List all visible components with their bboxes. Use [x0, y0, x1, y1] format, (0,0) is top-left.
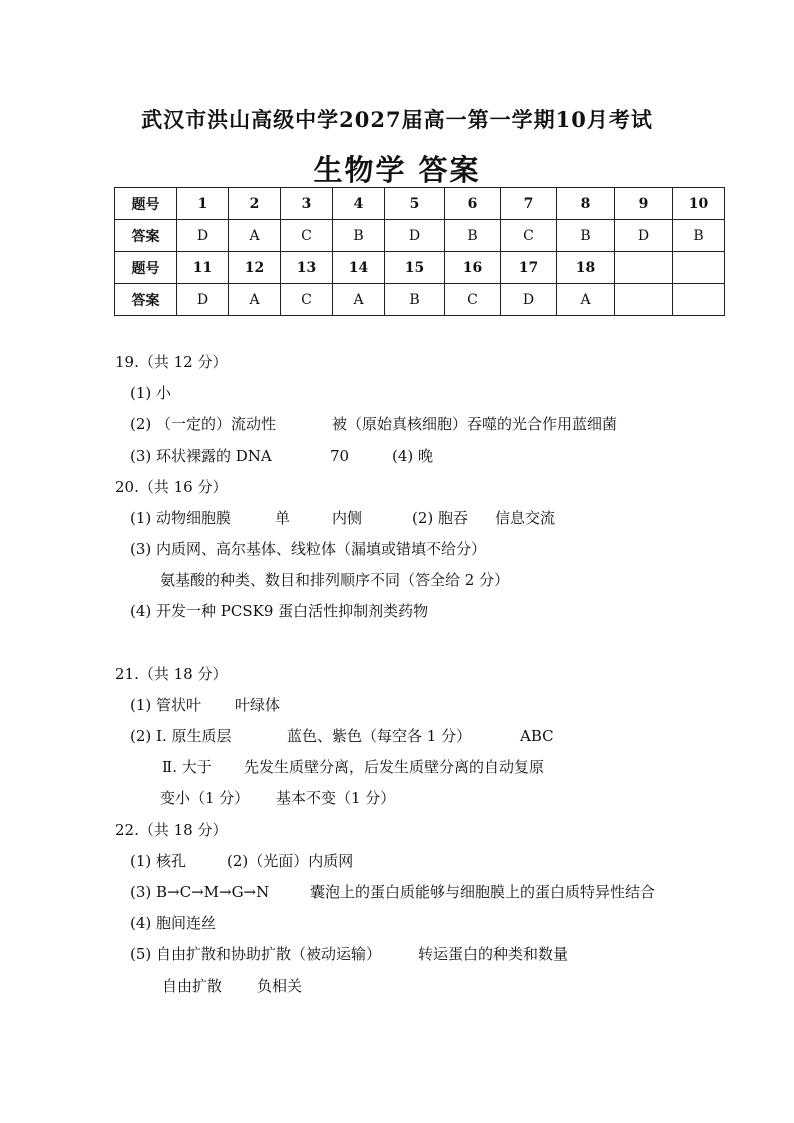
q21-answer-2e: 先发生质壁分离，后发生质壁分离的自动复原	[244, 758, 545, 776]
table-cell: 17	[501, 252, 557, 284]
exam-subtitle: 生物学 答案	[313, 153, 481, 187]
q21-answer-1a: (1) 管状叶	[130, 696, 202, 714]
table-cell: 3	[281, 188, 333, 220]
q20-heading: 20.（共 16 分）	[115, 478, 228, 496]
q22-answer-3b: 囊泡上的蛋白质能够与细胞膜上的蛋白质特异性结合	[310, 883, 656, 901]
table-cell: 答案	[115, 284, 177, 316]
table-cell	[673, 284, 725, 316]
q22-answer-5c: 自由扩散	[162, 977, 223, 995]
q22-answer-5d: 负相关	[257, 977, 303, 995]
q19-answer-2a: (2) （一定的）流动性	[130, 415, 277, 433]
table-cell: 5	[385, 188, 445, 220]
q20-answer-2a: (2) 胞吞	[412, 509, 469, 527]
table-cell: B	[557, 220, 615, 252]
table-cell	[615, 252, 673, 284]
q19-answer-3a: (3) 环状裸露的 DNA	[130, 447, 272, 465]
table-cell: D	[385, 220, 445, 252]
q21-answer-2c: ABC	[520, 727, 554, 745]
q22-answer-5a: (5) 自由扩散和协助扩散（被动运输）	[130, 945, 382, 963]
table-row	[115, 220, 725, 252]
table-row	[115, 188, 725, 220]
table-cell: 12	[229, 252, 281, 284]
table-row	[115, 252, 725, 284]
table-row	[115, 284, 725, 316]
table-cell: 16	[445, 252, 501, 284]
table-cell: 13	[281, 252, 333, 284]
q20-answer-1c: 内侧	[332, 509, 363, 527]
q21-answer-2a: (2) Ⅰ. 原生质层	[130, 727, 232, 745]
table-cell: C	[445, 284, 501, 316]
table-cell: 10	[673, 188, 725, 220]
table-cell: B	[385, 284, 445, 316]
q21-answer-2f: 变小（1 分）	[160, 789, 250, 807]
q21-answer-2b: 蓝色、紫色（每空各 1 分）	[287, 727, 472, 745]
table-cell: A	[229, 284, 281, 316]
q21-answer-1b: 叶绿体	[235, 696, 281, 714]
q19-heading: 19.（共 12 分）	[115, 353, 228, 371]
q21-answer-2g: 基本不变（1 分）	[276, 789, 396, 807]
q19-answer-2b: 被（原始真核细胞）吞噬的光合作用蓝细菌	[332, 415, 618, 433]
q22-answer-5b: 转运蛋白的种类和数量	[418, 945, 569, 963]
answer-table	[114, 187, 725, 316]
table-cell: 答案	[115, 220, 177, 252]
table-cell: C	[501, 220, 557, 252]
q21-answer-2d: Ⅱ. 大于	[162, 758, 212, 776]
table-cell: 题号	[115, 252, 177, 284]
q19-answer-1: (1) 小	[130, 384, 172, 402]
table-cell: A	[333, 284, 385, 316]
q19-answer-3b: 70	[330, 447, 350, 465]
table-cell: 18	[557, 252, 615, 284]
table-cell: 题号	[115, 188, 177, 220]
table-cell: A	[557, 284, 615, 316]
q20-answer-1b: 单	[275, 509, 291, 527]
q20-answer-1a: (1) 动物细胞膜	[130, 509, 232, 527]
q22-heading: 22.（共 18 分）	[115, 821, 228, 839]
table-cell: 4	[333, 188, 385, 220]
q20-answer-3b: 氨基酸的种类、数目和排列顺序不同（答全给 2 分）	[160, 571, 510, 589]
table-cell: 15	[385, 252, 445, 284]
table-cell: B	[445, 220, 501, 252]
table-cell: B	[673, 220, 725, 252]
table-cell: 14	[333, 252, 385, 284]
q19-answer-4: (4) 晚	[392, 447, 434, 465]
q22-answer-2: (2)（光面）内质网	[227, 852, 354, 870]
table-cell: 11	[177, 252, 229, 284]
table-cell: 6	[445, 188, 501, 220]
q22-answer-4: (4) 胞间连丝	[130, 914, 217, 932]
table-cell: 1	[177, 188, 229, 220]
table-cell: 8	[557, 188, 615, 220]
table-cell: D	[177, 220, 229, 252]
table-cell: D	[501, 284, 557, 316]
q21-heading: 21.（共 18 分）	[115, 665, 228, 683]
table-cell: A	[229, 220, 281, 252]
table-cell: 2	[229, 188, 281, 220]
q20-answer-4: (4) 开发一种 PCSK9 蛋白活性抑制剂类药物	[130, 602, 429, 620]
table-cell: D	[177, 284, 229, 316]
table-cell: C	[281, 220, 333, 252]
q22-answer-1a: (1) 核孔	[130, 852, 187, 870]
q20-answer-3: (3) 内质网、高尔基体、线粒体（漏填或错填不给分）	[130, 540, 487, 558]
table-cell: 9	[615, 188, 673, 220]
table-cell: C	[281, 284, 333, 316]
table-cell: B	[333, 220, 385, 252]
exam-title: 武汉市洪山高级中学2027届高一第一学期10月考试	[141, 107, 653, 132]
table-cell: D	[615, 220, 673, 252]
table-cell: 7	[501, 188, 557, 220]
q22-answer-3a: (3) B→C→M→G→N	[130, 883, 270, 901]
table-cell	[615, 284, 673, 316]
q20-answer-2b: 信息交流	[495, 509, 556, 527]
table-cell	[673, 252, 725, 284]
